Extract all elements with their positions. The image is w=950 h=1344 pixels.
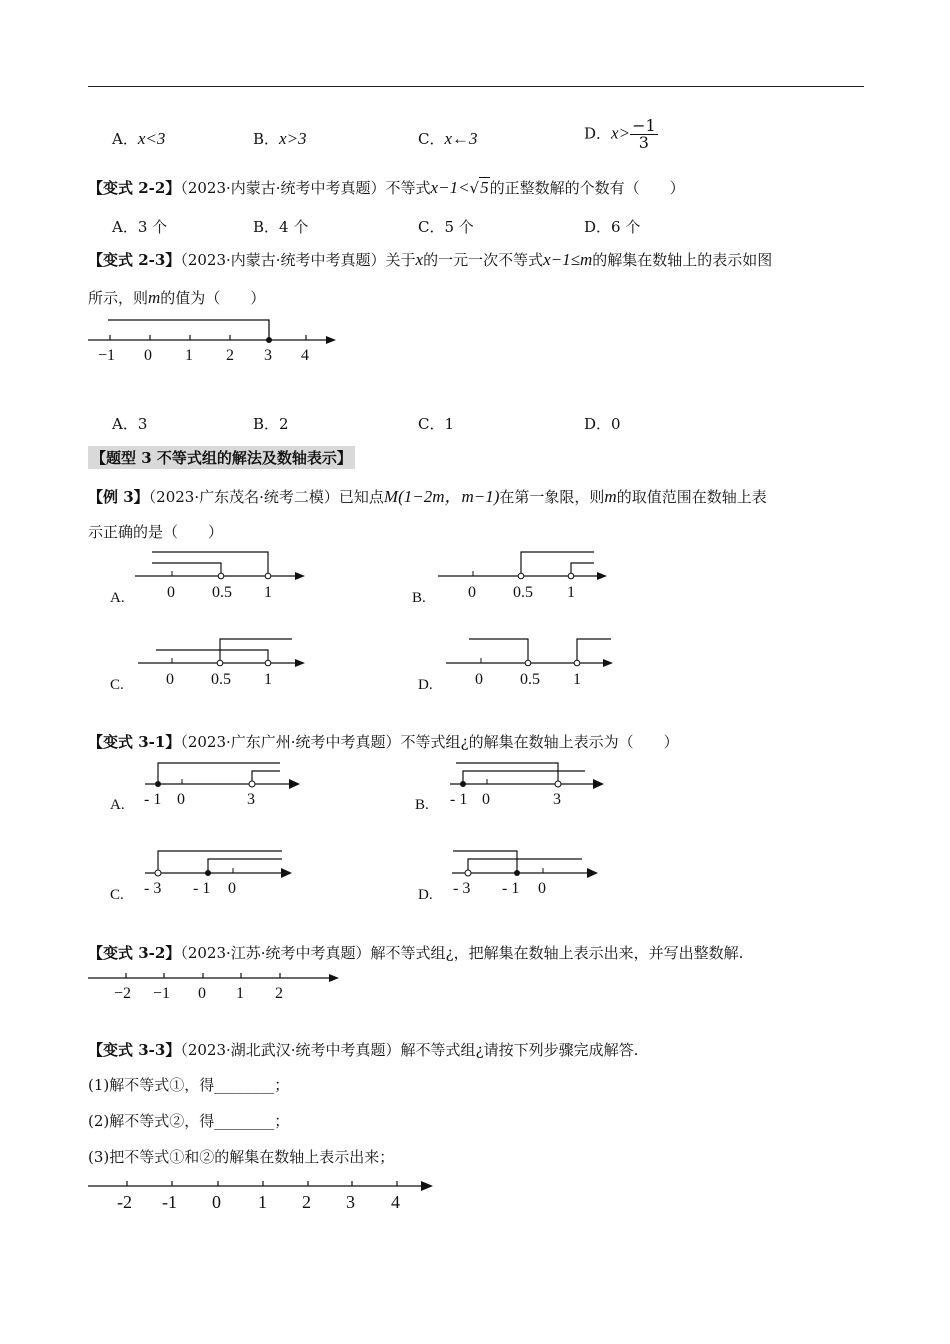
- fraction: $\frac{-1}{3}$: [632, 116, 656, 152]
- axis-label: 2: [275, 985, 283, 1002]
- axis-label: 1: [236, 985, 244, 1002]
- axis-label: 4: [301, 347, 309, 364]
- svg-text:0.5: 0.5: [520, 671, 540, 688]
- question-3-2: 【变式 3-2】（2023·江苏·统考中考真题）解不等式组¿，把解集在数轴上表示出来，并写出整数解.: [88, 944, 744, 962]
- option-label: A.: [110, 590, 125, 606]
- q22-option-b: B．4 个: [253, 218, 309, 236]
- axis-label: 3: [264, 347, 272, 364]
- axis-label: 1: [185, 347, 193, 364]
- svg-text:1: 1: [264, 584, 272, 601]
- svg-text:0.5: 0.5: [513, 584, 533, 601]
- svg-text:- 1: - 1: [144, 791, 162, 808]
- option-b: B．x>3: [253, 129, 307, 148]
- q22-option-a: A．3 个: [112, 218, 168, 236]
- example-3-line2: 示正确的是（ ）: [88, 523, 224, 541]
- step-1: (1)解不等式①，得________；: [88, 1076, 290, 1094]
- svg-text:0: 0: [228, 880, 236, 897]
- axis-label: 0: [212, 1192, 221, 1212]
- q23-option-d: D．0: [584, 415, 621, 433]
- svg-text:0: 0: [538, 880, 546, 897]
- q22-option-c: C．5 个: [418, 218, 474, 236]
- axis-label: -2: [117, 1192, 132, 1212]
- svg-text:3: 3: [247, 791, 255, 808]
- option-label: A.: [110, 797, 125, 813]
- svg-text:- 1: - 1: [193, 880, 211, 897]
- svg-text:1: 1: [567, 584, 575, 601]
- q23-option-b: B．2: [253, 415, 289, 433]
- axis-label: −1: [153, 985, 171, 1002]
- svg-text:0.5: 0.5: [211, 671, 231, 688]
- axis-label: 0: [144, 347, 152, 364]
- step-2: (2)解不等式②，得________；: [88, 1112, 290, 1130]
- option-label: B.: [415, 797, 429, 813]
- q23-option-c: C．1: [418, 415, 455, 433]
- question-2-3: 【变式 2-3】（2023·内蒙古·统考中考真题）关于x的一元一次不等式x−1≤m的解集在数轴上的表示如图: [88, 250, 773, 269]
- svg-text:0: 0: [468, 584, 476, 601]
- svg-text:- 1: - 1: [450, 791, 468, 808]
- step-3: (3)把不等式①和②的解集在数轴上表示出来；: [88, 1148, 395, 1166]
- svg-text:1: 1: [573, 671, 581, 688]
- svg-text:0.5: 0.5: [212, 584, 232, 601]
- svg-text:0: 0: [177, 791, 185, 808]
- svg-text:0: 0: [482, 791, 490, 808]
- q23-option-a: A．3: [112, 415, 148, 433]
- axis-label: 3: [346, 1192, 355, 1212]
- q22-option-d: D．6 个: [584, 218, 641, 236]
- option-a: A．x<3: [112, 129, 166, 148]
- svg-text:0: 0: [167, 584, 175, 601]
- example-3: 【例 3】（2023·广东茂名·统考二模）已知点M(1−2m，m−1)在第一象限，则m的取值范围在数轴上表: [88, 487, 767, 506]
- question-3-3: 【变式 3-3】（2023·湖北武汉·统考中考真题）解不等式组¿请按下列步骤完成解答.: [88, 1041, 639, 1059]
- svg-text:0: 0: [166, 671, 174, 688]
- section-heading: 【题型 3 不等式组的解法及数轴表示】: [88, 446, 355, 469]
- option-label: D.: [418, 677, 433, 693]
- option-label: C.: [110, 677, 124, 693]
- axis-label: 2: [302, 1192, 311, 1212]
- axis-label: −2: [114, 985, 132, 1002]
- option-label: B.: [412, 590, 426, 606]
- svg-text:3: 3: [553, 791, 561, 808]
- svg-text:- 1: - 1: [502, 880, 520, 897]
- axis-label: 2: [226, 347, 234, 364]
- axis-label: 0: [198, 985, 206, 1002]
- svg-text:1: 1: [264, 671, 272, 688]
- option-d: D．x> $\frac{-1}{3}$: [584, 116, 656, 152]
- svg-text:0: 0: [475, 671, 483, 688]
- axis-label: -1: [162, 1192, 177, 1212]
- question-2-3-line2: 所示，则m的值为（ ）: [88, 288, 266, 307]
- svg-text:- 3: - 3: [144, 880, 162, 897]
- option-label: D.: [418, 887, 433, 903]
- axis-label: 4: [391, 1192, 400, 1212]
- question-3-1: 【变式 3-1】（2023·广东广州·统考中考真题）不等式组¿的解集在数轴上表示为（ ）: [88, 733, 679, 751]
- option-label: C.: [110, 887, 124, 903]
- question-2-2: 【变式 2-2】（2023·内蒙古·统考中考真题）不等式x−1<√5的正整数解的个数有（ ）: [88, 178, 685, 197]
- axis-label: 1: [258, 1192, 267, 1212]
- axis-label: −1: [98, 347, 116, 364]
- svg-text:- 3: - 3: [453, 880, 471, 897]
- option-c: C．x←3: [418, 129, 478, 148]
